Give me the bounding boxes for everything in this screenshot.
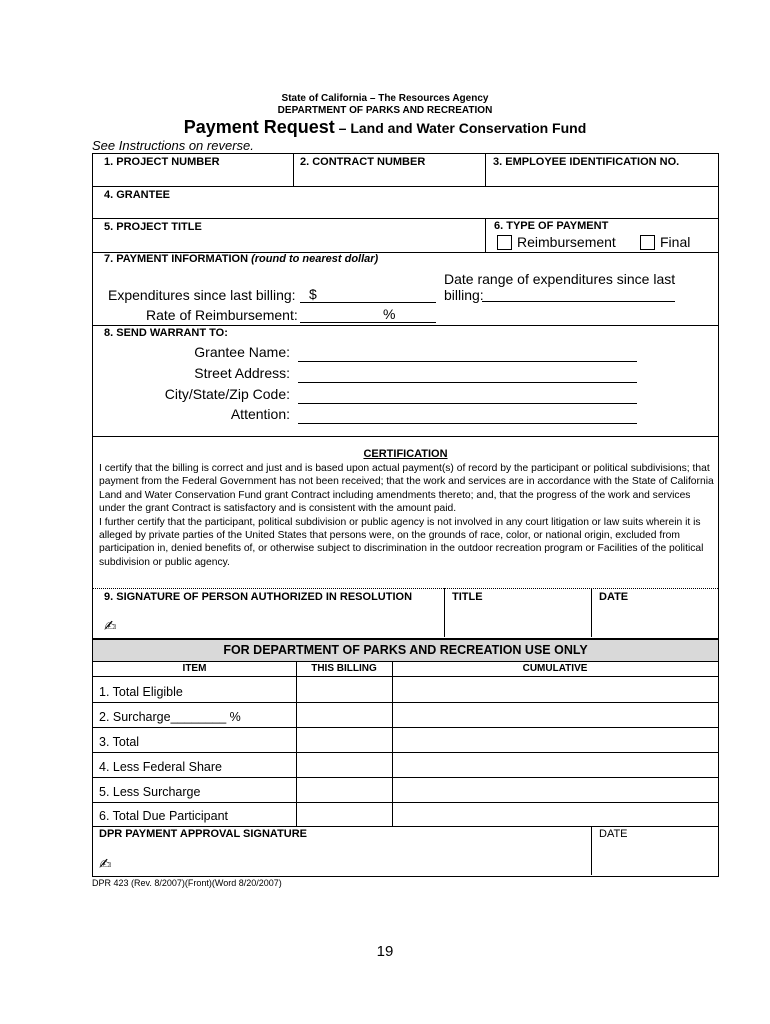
divider <box>93 802 718 803</box>
employee-id-label: 3. EMPLOYEE IDENTIFICATION NO. <box>493 156 680 168</box>
signature-field[interactable] <box>96 604 441 636</box>
payment-info-label: 7. PAYMENT INFORMATION <box>104 253 249 265</box>
final-checkbox[interactable] <box>640 235 655 250</box>
city-state-zip-label: City/State/Zip Code: <box>164 386 290 402</box>
dpr-banner: FOR DEPARTMENT OF PARKS AND RECREATION USE ONLY <box>93 640 718 662</box>
final-label: Final <box>660 234 691 250</box>
approval-pen-icon: ✍ <box>99 856 112 873</box>
divider <box>93 436 718 437</box>
divider <box>93 186 718 187</box>
payment-info-note: (round to nearest dollar) <box>251 253 379 265</box>
certification-paragraph-2: I further certify that the participant, political subdivision or public agency is not involved in any court litigation or law suits wherein it is alleged by private parties of the United States that persons were, on the grounds of race, color, or national origin, excluded from participation in, denied benefits of, or otherwise subject to discrimination in the outdoor recreation program or Facilities of the political subdivision or public agency. <box>99 516 704 568</box>
divider <box>93 727 718 728</box>
street-address-input[interactable] <box>298 382 637 383</box>
divider <box>93 676 718 677</box>
approval-signature-label: DPR PAYMENT APPROVAL SIGNATURE <box>99 828 308 840</box>
date-range-line2: billing: <box>444 287 484 303</box>
divider <box>93 588 718 589</box>
divider <box>485 218 486 252</box>
expenditures-label: Expenditures since last billing: <box>108 287 296 303</box>
divider <box>293 154 294 186</box>
col-cumulative-header: CUMULATIVE <box>522 663 588 674</box>
approval-date-field[interactable] <box>594 842 716 873</box>
instructions-note: See Instructions on reverse. <box>92 138 254 153</box>
divider <box>93 752 718 753</box>
expenditures-input[interactable] <box>300 302 436 303</box>
pen-icon: ✍ <box>104 618 117 635</box>
reimbursement-checkbox[interactable] <box>497 235 512 250</box>
date-field[interactable] <box>594 604 716 636</box>
final-option[interactable] <box>640 234 690 250</box>
grantee-name-label: Grantee Name: <box>194 344 290 360</box>
signature-title-label: TITLE <box>452 591 483 603</box>
project-number-label: 1. PROJECT NUMBER <box>104 156 220 168</box>
type-of-payment-label: 6. TYPE OF PAYMENT <box>494 220 609 232</box>
attention-label: Attention: <box>230 406 290 422</box>
reimbursement-option[interactable] <box>497 234 616 250</box>
divider <box>93 702 718 703</box>
divider <box>93 218 718 219</box>
approval-date-label: DATE <box>599 828 628 840</box>
row-total-due: 6. Total Due Participant <box>99 809 229 823</box>
row-less-surcharge: 5. Less Surcharge <box>99 785 201 799</box>
certification-text <box>99 462 714 569</box>
page-number: 19 <box>376 943 394 960</box>
contract-number-label: 2. CONTRACT NUMBER <box>300 156 426 168</box>
street-address-label: Street Address: <box>194 365 290 381</box>
divider <box>485 154 486 186</box>
divider <box>591 826 592 875</box>
col-this-billing-header: THIS BILLING <box>311 663 377 674</box>
city-state-zip-input[interactable] <box>298 403 637 404</box>
col-item-header: ITEM <box>182 663 207 674</box>
title-rest: – Land and Water Conservation Fund <box>334 120 587 136</box>
dollar-sign: $ <box>309 286 317 302</box>
agency-line: State of California – The Resources Agency <box>281 93 489 104</box>
form-id: DPR 423 (Rev. 8/2007)(Front)(Word 8/20/2007) <box>92 878 282 888</box>
payment-info-heading <box>104 253 378 265</box>
row-total-eligible: 1. Total Eligible <box>99 685 183 699</box>
date-range-input[interactable] <box>482 301 675 302</box>
department-line: DEPARTMENT OF PARKS AND RECREATION <box>277 105 493 116</box>
divider <box>591 588 592 637</box>
send-warrant-label: 8. SEND WARRANT TO: <box>104 327 228 339</box>
attention-input[interactable] <box>298 423 637 424</box>
row-surcharge: 2. Surcharge________ % <box>99 710 241 724</box>
page-title <box>0 117 770 138</box>
row-less-federal-share: 4. Less Federal Share <box>99 760 222 774</box>
certification-paragraph-1: I certify that the billing is correct and just and is based upon actual payment(s) of record by the participant or political subdivisions; that payment from the Federal Government has not been received; that the work and services are in accordance with the State of California Land and Water Conservation Fund grant Contract including amendments thereto; and, that the progress of the work and services under the grant Contract is satisfactory and is consistent with the amount paid. <box>99 463 714 515</box>
divider <box>93 826 718 827</box>
project-title-label: 5. PROJECT TITLE <box>104 221 202 233</box>
title-bold: Payment Request <box>183 117 335 137</box>
certification-heading: CERTIFICATION <box>363 448 448 460</box>
reimbursement-label: Reimbursement <box>517 234 616 250</box>
rate-label: Rate of Reimbursement: <box>146 307 298 323</box>
row-total: 3. Total <box>99 735 140 749</box>
signature-date-label: DATE <box>599 591 629 603</box>
percent-sign: % <box>383 306 396 322</box>
grantee-label: 4. GRANTEE <box>104 189 171 201</box>
grantee-name-input[interactable] <box>298 361 637 362</box>
approval-signature-field[interactable] <box>96 842 588 873</box>
divider <box>444 588 445 637</box>
divider <box>93 777 718 778</box>
rate-input[interactable] <box>300 322 436 323</box>
signature-label: 9. SIGNATURE OF PERSON AUTHORIZED IN RESOLUTION <box>104 591 413 603</box>
title-field[interactable] <box>447 604 589 636</box>
divider <box>93 325 718 326</box>
date-range-line1: Date range of expenditures since last <box>444 271 676 287</box>
